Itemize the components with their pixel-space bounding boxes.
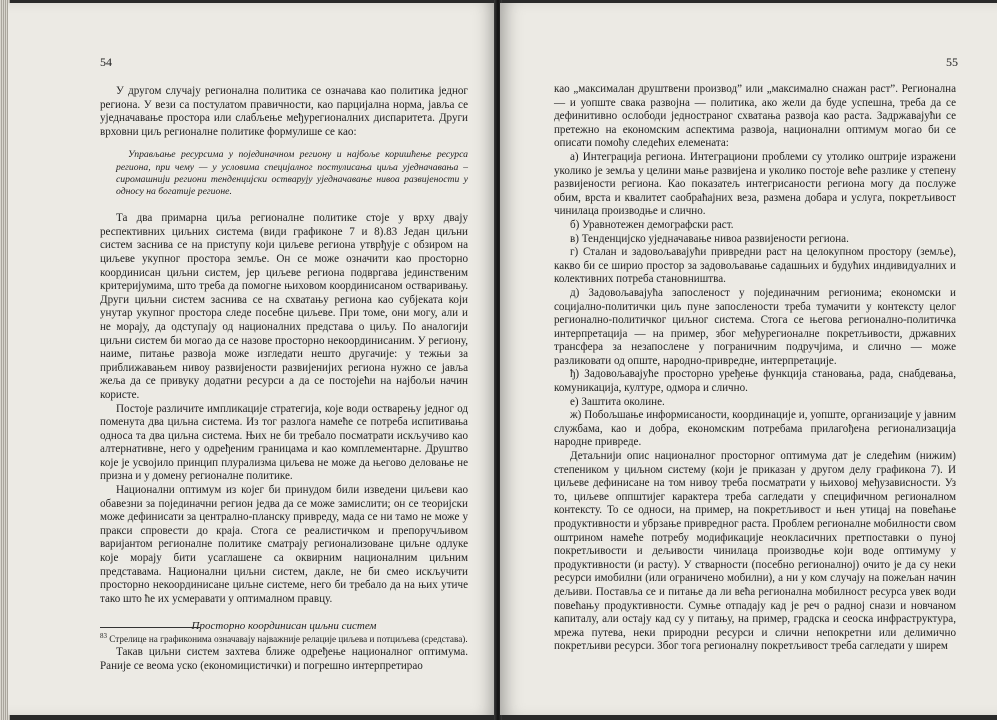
footnote-rule — [100, 627, 200, 628]
page-number-right: 55 — [946, 55, 958, 69]
list-item: ђ) Задовољавајуће просторно уређење функција становања, рада, снабдевања, комуникација, културе, одмора и слично. — [554, 368, 956, 395]
left-page — [8, 3, 496, 715]
right-page-body — [554, 83, 956, 654]
list-item: г) Сталан и задовољавајући привредни раст на целокупном простору (земље), какво би се ширио простор за задовољавање садашњих и будућих индивидуалних и колективних потреба становништва. — [554, 246, 956, 286]
list-item: а) Интеграција региона. Интеграциони проблеми су утолико оштрије изражени уколико је земља у целини мање развијена и уколико постоје веће разлике у степену развијености региона. Као показатељ интегрисаности региона могу да послуже обим, врста и квалитет саобраћајних веза, размена добара и услуга, покретљивост чинилаца производње и слично. — [554, 150, 956, 218]
block-quote: Управљање ресурсима у појединачном региону и најбоље коришћење ресурса региона, при чему — у условима специјалног постулисања циља уједначавања – сиромашнији региони тенденцијски остварују уједначавање нивоа развијености у односу на богатије регионе. — [116, 149, 468, 197]
paragraph: У другом случају регионална политика се означава као политика једног региона. У вези са постулатом правичности, као парцијална норма, јавља се уједначавање простора или слабљење међурегионалних диспаритета. Други врховни циљ регионалне политике формулише се као: — [100, 85, 468, 138]
list-item: в) Тенденцијско уједначавање нивоа развијености региона. — [570, 232, 849, 245]
list-item: ж) Побољшање информисаности, координације и, уопште, организације у јавним службама, као и добра, економским потребама прилагођена регионализација народне привреде. — [554, 409, 956, 449]
list-item: д) Задовољавајућа запосленост у појединачним регионима; економски и социјално-политички циљ пуне запослености треба тумачити у контексту целог регионално-политичког циљног система. Стога се његова регионално-политичка интерпретација — на пример, због међурегионалне покретљивости, државних трансфера за незапослене у пограничним подручјима, и слично — може разликовати од опште, народно-привредне, интерпретације. — [554, 286, 956, 367]
page-number-left: 54 — [100, 55, 112, 69]
paragraph: Та два примарна циља регионалне политике стоје у врху двају респективних циљних система (види графиконе 7 и 8).83 Један циљни систем заснива се на приступу који циљеве региона утврђује с обзиром на циљеве укупног простора земље. Он се може означити као просторно координисан циљни систем, јер циљеве региона подвргава јединственим критеријумима, што треба да помогне њиховом координисаном остваривању. Други циљни систем заснива се на схватању региона као субјеката који унутар укупног простора следе посебне циљеве. При томе, они могу, али и не морају, да одступају од националних представа о циљу. По аналогији циљни систем би могао да се назове просторно некоординисаним. У региону, наиме, питање развоја може изгледати нешто другачије: у тежњи за приближавањем нивоу развијености развијенијих региона нужно се јавља жеља да се привуку додатни ресурси а да се постојећи на најбољи начин користе. — [100, 212, 468, 401]
paragraph: Такав циљни систем захтева ближе одређење националног оптимума. Раније се веома уско (економицистички) и погрешно интерпретирао — [100, 646, 468, 672]
list-item: е) Заштита околине. — [570, 395, 665, 408]
paragraph: као „максималан друштвени производ” или „максимално снажан раст”. Регионална — и уопште свака развојна — политика, ако жели да буде успешна, треба да се дефинитивно ослободи једностраног схватања развоја као раста. Задржавајући се претежно на економским аспектима развоја, национални оптимум могао би се описати помоћу следећих елемената: — [554, 83, 956, 150]
paragraph: Постоје различите импликације стратегија, које води остварењу једног од поменута два циљна система. Из тог разлога намеће се потреба испитивања односа та два циљна система. Њих не би требало посматрати искључиво као алтернативне, него у одређеним границама и као комплементарне. Друштво које је усвојило принцип плурализма циљева не може да његово деловање не призна и у домену регионалне политике. — [100, 402, 468, 483]
footnote-text: Стрелице на графиконима означавају најважније релације циљева и потциљева (средстава). — [109, 634, 468, 645]
left-page-body — [100, 85, 468, 673]
right-page — [500, 3, 997, 715]
section-subheading: Просторно координисан циљни систем — [191, 620, 377, 633]
paragraph: Национални оптимум из којег би принудом били изведени циљеви као обавезни за појединачни регион једва да се може замислити; он се теоријски може дефинисати за централно-планску привреду, мада се ни тамо не може у пракси спровести до краја. Стога се реалистичком и препоручљивом варијантом регионалне политике сматрају регионализоване циљне одлуке које морају бити усаглашене са оквирним националним циљним представама. Национални циљни систем, дакле, не би смео искључити просторно некоординисане циљне системе, него би требало да на њих утиче тако што ће их усмеравати у оптималном правцу. — [100, 484, 468, 605]
footnote-marker: 83 — [100, 632, 107, 640]
list-item: б) Уравнотежен демографски раст. — [570, 218, 734, 231]
footnote — [100, 631, 468, 646]
paragraph: Детаљнији опис националног просторног оптимума дат је следећим (нижим) степеником у циљном систему (који је приказан у другом делу графикона 7). И циљеве дефинисане на том нивоу треба посматрати у њиховој међузависности. Уз то, циљеве оппштијег карактера треба сагледати у специфичном регионалном контексту. То се односи, на пример, на покретљивост и њен утицај на повећање продуктивности и убрзање привредног раста. Проблем регионалне мобилности свом оштрином намеће потребу модификације неокласичних претпоставки о пуној покретљивости и дељивости чинилаца производње који воде оптимуму у продуктивности (и расту). У стварности (посебно регионалној) очито је да су неки ресурси имобилни (или ограничено мобилни), а ни у ком случају на пожељан начин дељиви. Постављa се и питање да ли већа регионална мобилност ресурса увек води повећању продуктивности. Сумње отпадају кад је реч о радној снази и новчаном капиталу, али остају кад су у питању, на пример, градска и сеоска инфраструктура, мрежа путева, неки природни ресурси и слични непокретни или делимично покретљиви ресурси. Због тога регионалну покретљивост треба сагледати у ширем — [554, 450, 956, 653]
